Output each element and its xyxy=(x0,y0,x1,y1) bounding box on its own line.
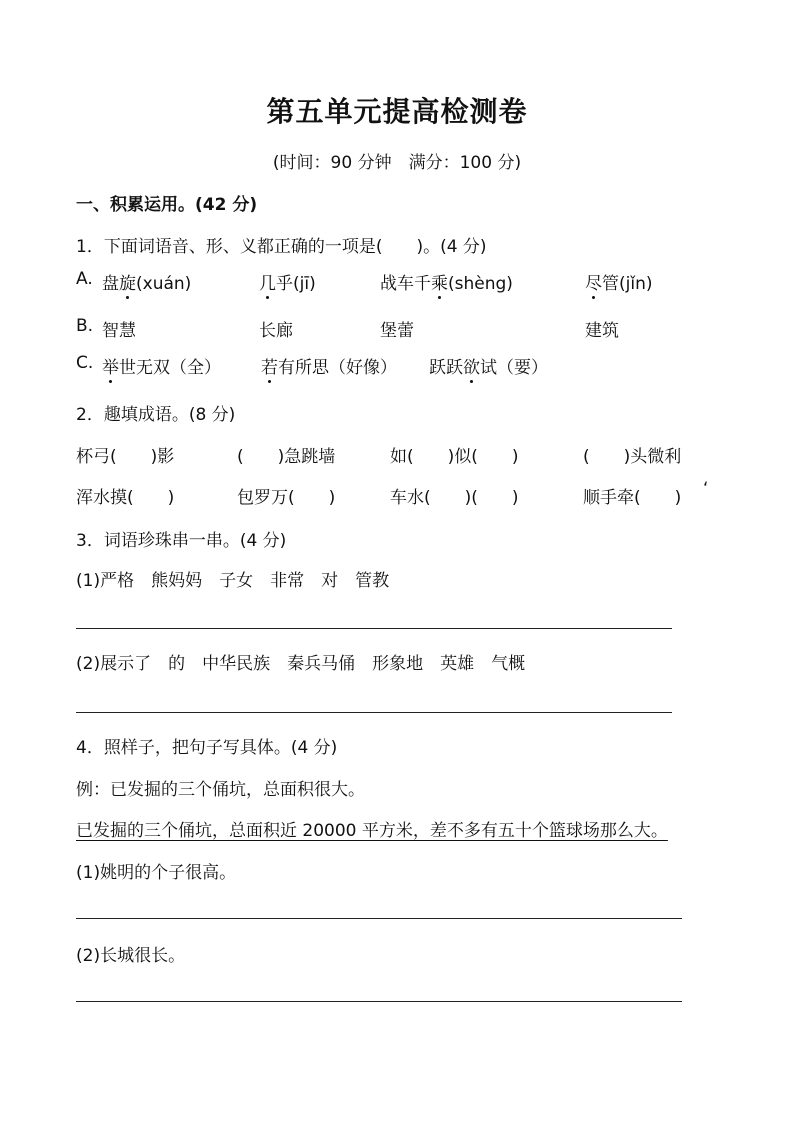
idiom-blank: ( )急跳墙 xyxy=(237,447,336,467)
option-b-label: B. xyxy=(76,316,94,336)
idiom-blank: 如( )似( ) xyxy=(390,447,519,467)
example-answer: 已发掘的三个俑坑，总面积近 20000 平方米，差不多有五十个篮球场那么大。 xyxy=(76,821,668,841)
idiom-blank: 顺手牵( ) xyxy=(583,488,682,508)
option-a-label: A. xyxy=(76,269,93,289)
answer-line[interactable] xyxy=(76,712,672,713)
question-2-stem: 2．趣填成语。(8 分) xyxy=(76,405,236,425)
word-group-2: (2)展示了 的 中华民族 秦兵马俑 形象地 英雄 气概 xyxy=(76,654,526,674)
idiom-blank: 杯弓( )影 xyxy=(76,447,175,467)
answer-line[interactable] xyxy=(76,1001,682,1002)
question-4-stem: 4．照样子，把句子写具体。(4 分) xyxy=(76,738,338,758)
option-c-word-1: 举世无双（全） xyxy=(102,358,221,378)
section-heading: 一、积累运用。(42 分) xyxy=(76,195,258,215)
option-b-word-4: 建筑 xyxy=(585,321,619,341)
page-title: 第五单元提高检测卷 xyxy=(266,95,528,128)
option-b-word-2: 长廊 xyxy=(259,321,293,341)
option-a-word-1: 盘旋(xuán) xyxy=(102,274,192,294)
option-a-word-4: 尽管(jǐn) xyxy=(585,274,653,294)
option-a-word-3: 战车千乘(shèng) xyxy=(380,274,513,294)
sentence-2: (2)长城很长。 xyxy=(76,946,186,966)
answer-line[interactable] xyxy=(76,628,672,629)
answer-line[interactable] xyxy=(76,918,682,919)
option-b-word-3: 堡蕾 xyxy=(380,321,414,341)
option-c-label: C. xyxy=(76,353,94,373)
idiom-blank: 车水( )( ) xyxy=(390,488,519,508)
option-c-word-3: 跃跃欲试（要） xyxy=(429,358,548,378)
option-b-word-1: 智慧 xyxy=(102,321,136,341)
idiom-blank: 浑水摸( ) xyxy=(76,488,175,508)
idiom-blank: ( )头微利 xyxy=(583,447,682,467)
option-c-word-2: 若有所思（好像） xyxy=(261,358,397,378)
idiom-blank: 包罗万( ) xyxy=(237,488,336,508)
stray-mark: ‘ xyxy=(703,479,709,499)
word-group-1: (1)严格 熊妈妈 子女 非常 对 管教 xyxy=(76,571,390,591)
sentence-1: (1)姚明的个子很高。 xyxy=(76,863,237,883)
exam-info: (时间：90 分钟 满分：100 分) xyxy=(272,153,522,173)
example-sentence: 例：已发掘的三个俑坑，总面积很大。 xyxy=(76,780,365,800)
option-a-word-2: 几乎(jī) xyxy=(259,274,316,294)
question-1-stem: 1．下面词语音、形、义都正确的一项是( )。(4 分) xyxy=(76,237,487,257)
question-3-stem: 3．词语珍珠串一串。(4 分) xyxy=(76,531,287,551)
